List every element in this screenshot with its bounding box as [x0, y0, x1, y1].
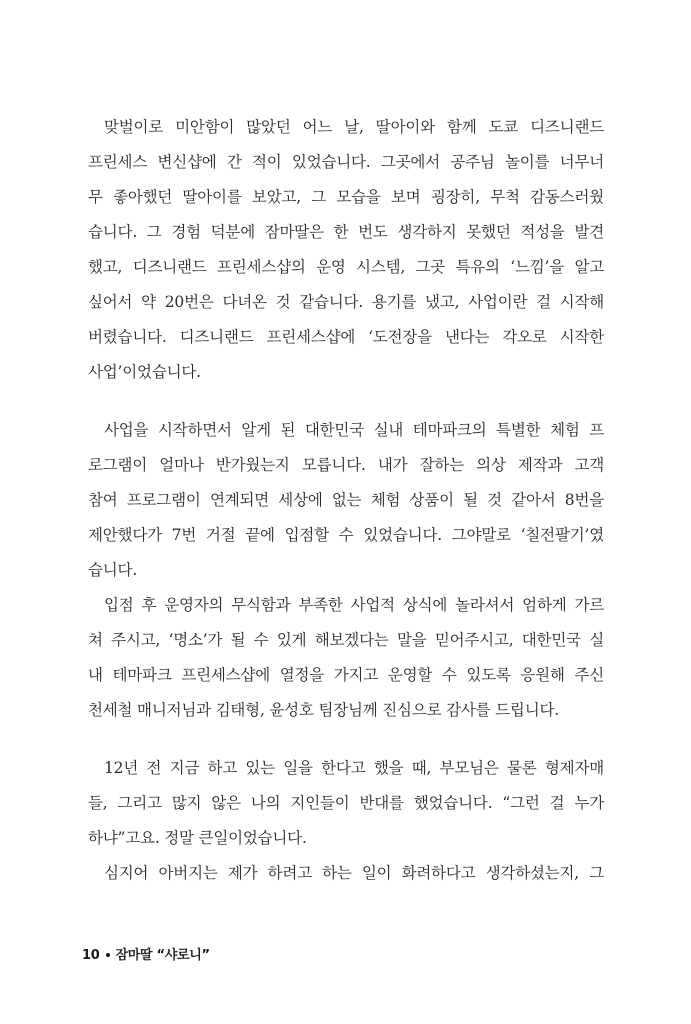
text-line: 천세철 매니저님과 김태형, 윤성호 팀장님께 진심으로 감사를 드립니다. [88, 701, 559, 719]
text-line: 쳐 주시고, ‘명소’가 될 수 있게 해보겠다는 말을 믿어주시고, 대한민국 실 [88, 631, 604, 649]
paragraph [88, 856, 604, 891]
paragraph [88, 413, 604, 588]
running-title: 잠마딸 “샤로니” [115, 948, 210, 963]
text-line: 사업’이었습니다. [88, 363, 201, 381]
page-footer [82, 944, 210, 963]
text-line: 습니다. 그 경험 덕분에 잠마딸은 한 번도 생각하지 못했던 적성을 발견 [88, 223, 604, 241]
text-line: 버렸습니다. 디즈니랜드 프린세스샵에 ‘도전장을 낸다는 각오로 시작한 [88, 328, 604, 346]
text-line: 하냐”고요. 정말 큰일이었습니다. [88, 829, 307, 847]
text-line: 했고, 디즈니랜드 프린세스샵의 운영 시스템, 그곳 특유의 ‘느낌’을 알고 [88, 258, 604, 276]
text-line: 싶어서 약 20번은 다녀온 것 같습니다. 용기를 냈고, 사업이란 걸 시작해 [88, 293, 604, 311]
text-line: 참여 프로그램이 연계되면 세상에 없는 체험 상품이 될 것 같아서 8번을 [88, 491, 604, 509]
text-line: 로그램이 얼마나 반가웠는지 모릅니다. 내가 잘하는 의상 제작과 고객 [88, 456, 604, 474]
text-line: 제안했다가 7번 거절 끝에 입점할 수 있었습니다. 그야말로 ‘칠전팔기’였 [88, 526, 604, 544]
paragraph [88, 751, 604, 856]
text-line: 내 테마파크 프린세스샵에 열정을 가지고 운영할 수 있도록 응원해 주신 [88, 666, 604, 684]
paragraph [88, 110, 604, 390]
bullet-separator-icon [106, 953, 110, 957]
text-line: 사업을 시작하면서 알게 된 대한민국 실내 테마파크의 특별한 체험 프 [104, 421, 604, 439]
text-line: 들, 그리고 많지 않은 나의 지인들이 반대를 했었습니다. “그런 걸 누가 [88, 794, 604, 812]
paragraph-gap [88, 728, 604, 751]
text-line: 맞벌이로 미안함이 많았던 어느 날, 딸아이와 함께 도쿄 디즈니랜드 [104, 118, 604, 136]
text-line: 심지어 아버지는 제가 하려고 하는 일이 화려하다고 생각하셨는지, 그 [104, 864, 604, 882]
paragraph-gap [88, 390, 604, 413]
text-line: 습니다. [88, 561, 138, 579]
body-text [88, 110, 604, 891]
text-line: 무 좋아했던 딸아이를 보았고, 그 모습을 보며 굉장히, 무척 감동스러웠 [88, 188, 604, 206]
text-line: 입점 후 운영자의 무식함과 부족한 사업적 상식에 놀라셔서 엄하게 가르 [104, 596, 604, 614]
text-line: 프린세스 변신샵에 간 적이 있었습니다. 그곳에서 공주님 놀이를 너무너 [88, 153, 604, 171]
page-number: 10 [82, 948, 100, 963]
paragraph [88, 588, 604, 728]
text-line: 12년 전 지금 하고 있는 일을 한다고 했을 때, 부모님은 물론 형제자매 [104, 759, 604, 777]
